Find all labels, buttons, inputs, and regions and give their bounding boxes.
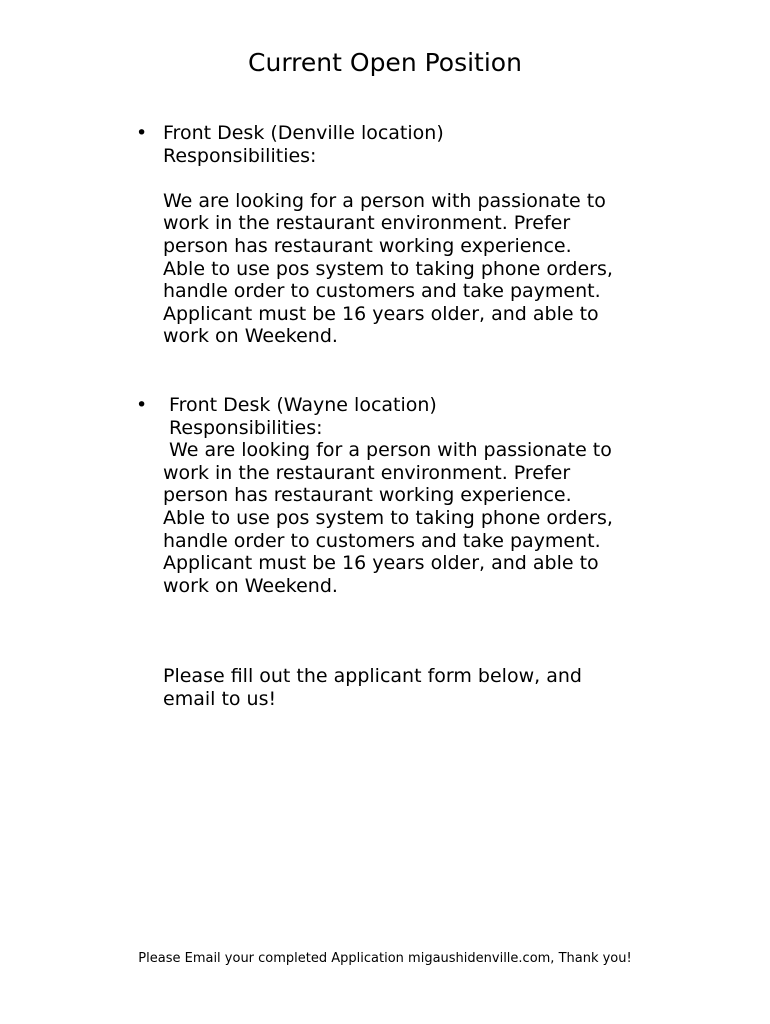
closing-line: Please fill out the applicant form below, and <box>163 665 582 687</box>
description-line: work in the restaurant environment. Prefer <box>163 461 571 484</box>
description-line: work on Weekend. <box>163 574 338 597</box>
description-line: work on Weekend. <box>163 325 338 348</box>
description-line: work in the restaurant environment. Prefer <box>163 212 571 235</box>
closing-note <box>163 665 683 710</box>
description-line: person has restaurant working experience. <box>163 484 572 507</box>
description-line: handle order to customers and take payment. <box>163 529 601 552</box>
position-heading: Front Desk (Denville location) <box>163 122 444 144</box>
position-description <box>163 439 683 597</box>
position-heading: Front Desk (Wayne location) <box>163 394 437 416</box>
description-line: Able to use pos system to taking phone orders, <box>163 257 613 280</box>
position-description <box>163 190 683 348</box>
description-line: We are looking for a person with passionate to <box>163 439 612 462</box>
bullet-icon: • <box>136 122 148 144</box>
position-denville <box>136 122 683 348</box>
footer-note: Please Email your completed Application migaushidenville.com, Thank you! <box>138 951 632 966</box>
description-line: handle order to customers and take payment. <box>163 280 601 303</box>
position-subheading: Responsibilities: <box>163 416 323 439</box>
description-line: person has restaurant working experience. <box>163 234 572 257</box>
description-line: We are looking for a person with passionate to <box>163 189 606 212</box>
closing-line: email to us! <box>163 687 277 710</box>
position-subheading: Responsibilities: <box>163 144 317 167</box>
bullet-icon: • <box>136 394 148 416</box>
page-title: Current Open Position <box>248 48 522 77</box>
description-line: Applicant must be 16 years older, and able to <box>163 302 599 325</box>
description-line: Able to use pos system to taking phone orders, <box>163 506 613 529</box>
position-wayne <box>136 394 683 597</box>
description-line: Applicant must be 16 years older, and able to <box>163 552 599 575</box>
